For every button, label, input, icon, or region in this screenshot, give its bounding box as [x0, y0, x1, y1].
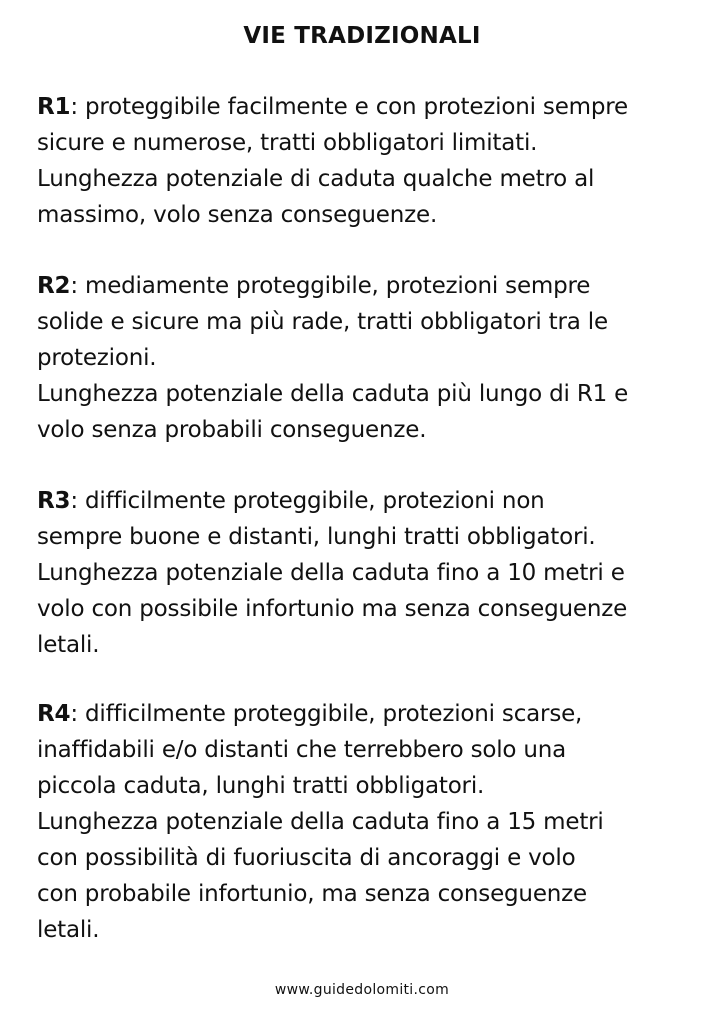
grade-line: Lunghezza potenziale della caduta fino a 10 metri e — [37, 560, 625, 586]
grade-code: R2 — [37, 273, 71, 299]
grade-line: piccola caduta, lunghi tratti obbligatori. — [37, 773, 485, 799]
grade-line: solide e sicure ma più rade, tratti obbligatori tra le — [37, 309, 608, 335]
grade-line: volo con possibile infortunio ma senza conseguenze — [37, 596, 628, 622]
grade-line — [37, 89, 712, 125]
grade-line: sempre buone e distanti, lunghi tratti obbligatori. — [37, 524, 596, 550]
grade-section-r3 — [37, 483, 712, 663]
grade-line: protezioni. — [37, 345, 157, 371]
grade-text: : mediamente proteggibile, protezioni sempre — [70, 273, 591, 299]
grade-line: con probabile infortunio, ma senza conseguenze — [37, 881, 587, 907]
grade-text: : difficilmente proteggibile, protezioni non — [70, 488, 545, 514]
page-title: VIE TRADIZIONALI — [243, 23, 481, 49]
grade-code: R1 — [37, 94, 71, 120]
grade-line — [37, 696, 712, 732]
grade-text: : proteggibile facilmente e con protezioni sempre — [70, 94, 628, 120]
grade-line: con possibilità di fuoriuscita di ancoraggi e volo — [37, 845, 576, 871]
grade-section-r1 — [37, 89, 712, 233]
grade-line: massimo, volo senza conseguenze. — [37, 202, 438, 228]
grade-line — [37, 483, 712, 519]
grade-code: R4 — [37, 701, 71, 727]
grade-section-r4 — [37, 696, 712, 948]
grade-line: sicure e numerose, tratti obbligatori limitati. — [37, 130, 538, 156]
grade-line: inaffidabili e/o distanti che terrebbero solo una — [37, 737, 567, 763]
grade-line: volo senza probabili conseguenze. — [37, 417, 427, 443]
grade-line: Lunghezza potenziale della caduta più lungo di R1 e — [37, 381, 629, 407]
grade-code: R3 — [37, 488, 71, 514]
grade-line — [37, 268, 712, 304]
grade-text: : difficilmente proteggibile, protezioni scarse, — [70, 701, 583, 727]
grade-line: Lunghezza potenziale della caduta fino a 15 metri — [37, 809, 604, 835]
grade-line: Lunghezza potenziale di caduta qualche metro al — [37, 166, 595, 192]
footer-website: www.guidedolomiti.com — [274, 982, 450, 998]
grade-line: letali. — [37, 917, 100, 943]
grade-line: letali. — [37, 632, 100, 658]
grade-section-r2 — [37, 268, 712, 448]
